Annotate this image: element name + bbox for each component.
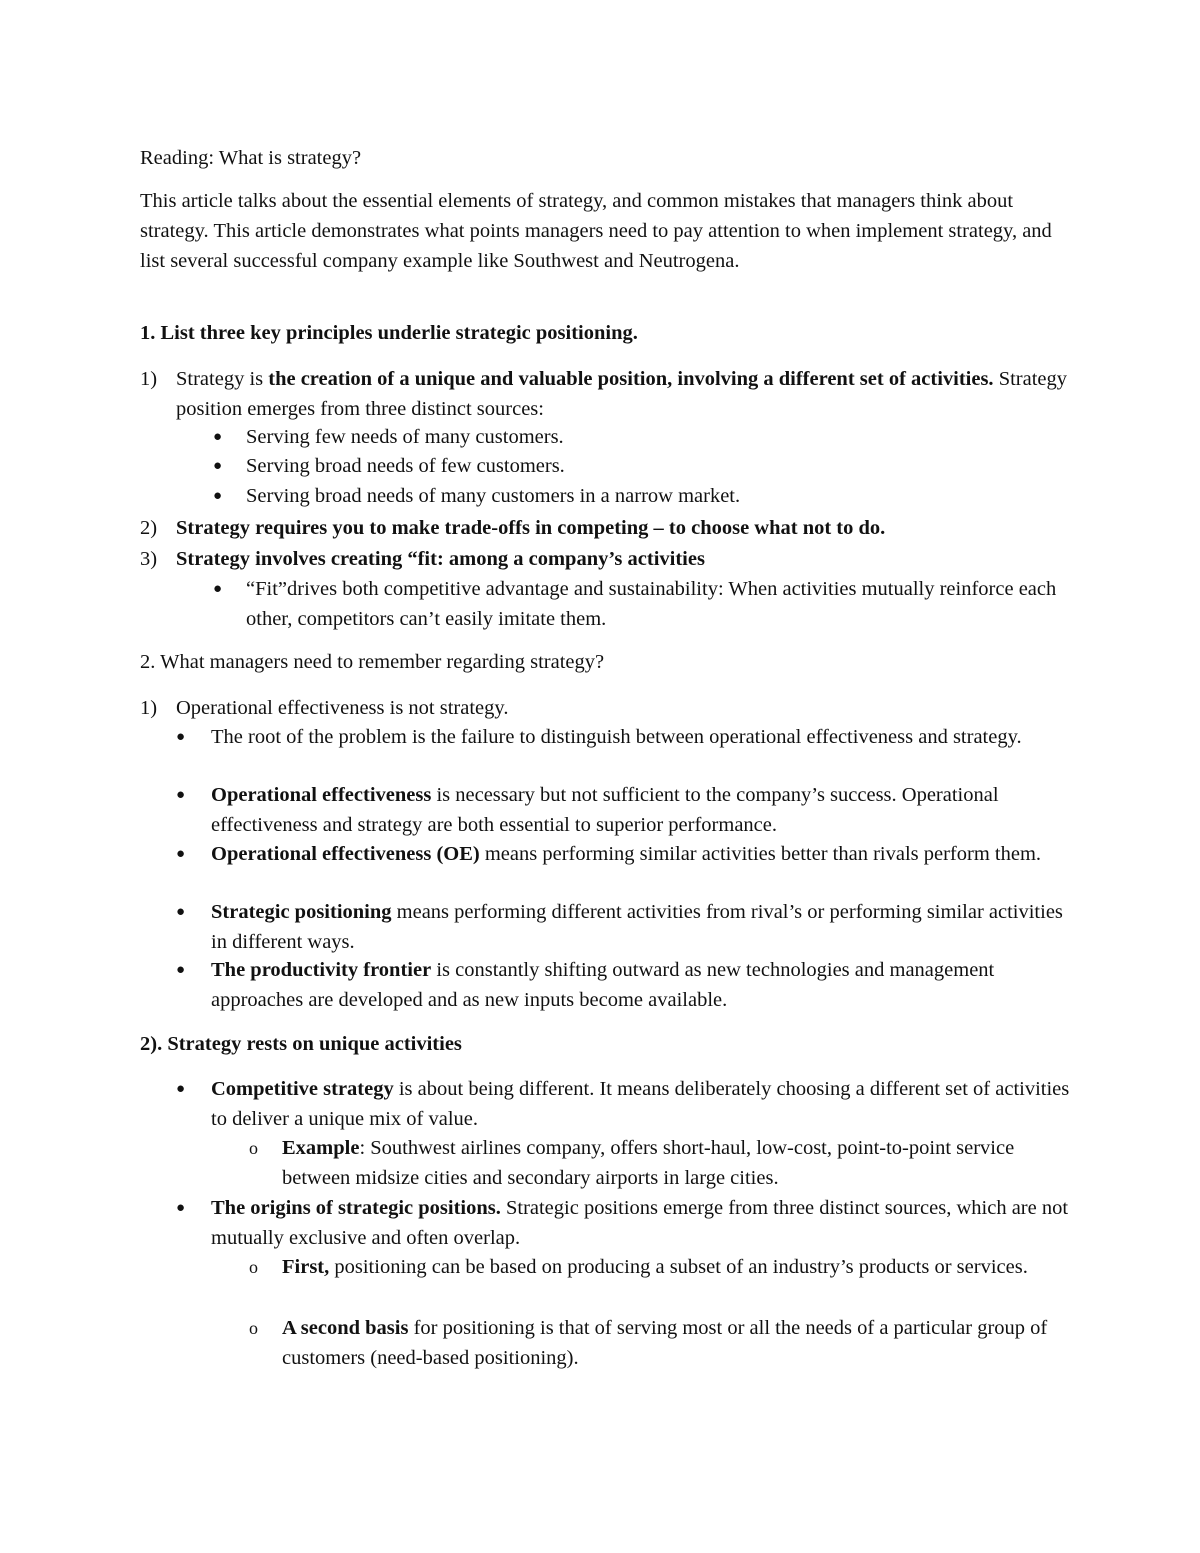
competitive-strategy-bullet [211,1074,1071,1134]
bullet-icon: ● [176,1081,186,1097]
fit-bullet-text: “Fit”drives both competitive advantage and sustainability: When activities mutually reinforce each other, competitors can’t easily imitate them. [246,578,1057,630]
intro-paragraph: This article talks about the essential elements of strategy, and common mistakes that managers think about strategy. This article demonstrates what points managers need to pay attention to when implement strategy, and list several successful company example like Southwest and Neutrogena. [140,190,1052,272]
competitive-strategy-bold: Competitive strategy [211,1078,394,1100]
oe-bullet-2 [211,780,1071,840]
first-basis-bold: First, [282,1256,330,1278]
oe-bullet-4-rest: means performing different activities from rival’s or performing similar activities in different ways. [211,901,1063,953]
bullet-icon: ● [176,787,186,803]
oe-bullet-5 [211,955,1071,1015]
oe-bullet-4-bold: Strategic positioning [211,901,392,923]
principle-2-number: 2) [140,517,158,539]
principle-1-bold: the creation of a unique and valuable position, involving a different set of activities. [268,368,994,390]
circle-bullet-icon: o [249,1318,258,1338]
source-item-1: Serving few needs of many customers. [246,426,564,448]
bullet-icon: ● [176,962,186,978]
question-2-heading: 2. What managers need to remember regarding strategy? [140,651,605,673]
oe-bullet-3 [211,839,1071,869]
first-basis-rest: positioning can be based on producing a subset of an industry’s products or services. [329,1256,1028,1278]
southwest-example [282,1133,1082,1193]
oe-bullet-4 [211,897,1071,957]
circle-bullet-icon: o [249,1138,258,1158]
circle-bullet-icon: o [249,1257,258,1277]
bullet-icon: ● [176,846,186,862]
origins-rest: Strategic positions emerge from three distinct sources, which are not mutually exclusive and often overlap. [211,1197,1069,1249]
question-1-heading: 1. List three key principles underlie strategic positioning. [140,322,638,344]
bullet-icon: ● [176,729,186,745]
section-2-heading: 2). Strategy rests on unique activities [140,1033,462,1055]
source-item-3: Serving broad needs of many customers in a narrow market. [246,485,741,507]
bullet-icon: ● [176,1200,186,1216]
bullet-icon: ● [213,458,223,474]
principle-2-text: Strategy requires you to make trade-offs in competing – to choose what not to do. [176,517,886,539]
oe-bullet-2-rest: is necessary but not sufficient to the company’s success. Operational effectiveness and strategy are both essential to superior performance. [211,784,999,836]
origins-bold: The origins of strategic positions. [211,1197,501,1219]
bullet-icon: ● [213,429,223,445]
oe-bullet-1: The root of the problem is the failure to distinguish between operational effectiveness and strategy. [211,726,1022,748]
bullet-icon: ● [176,904,186,920]
section-1-number: 1) [140,697,158,719]
example-text: : Southwest airlines company, offers short-haul, low-cost, point-to-point service between midsize cities and secondary airports in large cities. [282,1137,1015,1189]
example-label: Example [282,1137,360,1159]
principle-3-text: Strategy involves creating “fit: among a company’s activities [176,548,705,570]
second-basis-rest: for positioning is that of serving most or all the needs of a particular group of customers (need-based positioning). [282,1317,1048,1369]
bullet-icon: ● [213,488,223,504]
origins-bullet [211,1193,1071,1253]
bullet-icon: ● [213,581,223,597]
first-basis [282,1252,1082,1282]
oe-bullet-2-bold: Operational effectiveness [211,784,432,806]
oe-bullet-3-rest: means performing similar activities better than rivals perform them. [479,843,1042,865]
competitive-strategy-rest: is about being different. It means deliberately choosing a different set of activities to deliver a unique mix of value. [211,1078,1070,1130]
oe-bullet-5-rest: is constantly shifting outward as new technologies and management approaches are developed and as new inputs become available. [211,959,995,1011]
oe-bullet-5-bold: The productivity frontier [211,959,432,981]
principle-1-post: Strategy position emerges from three distinct sources: [176,368,1068,420]
source-item-2: Serving broad needs of few customers. [246,455,565,477]
principle-1-number: 1) [140,368,158,390]
second-basis-bold: A second basis [282,1317,409,1339]
reading-title: Reading: What is strategy? [140,147,362,169]
principle-1-pre: Strategy is [176,368,269,390]
oe-bullet-3-bold: Operational effectiveness (OE) [211,843,480,865]
section-1-text: Operational effectiveness is not strategy. [176,697,509,719]
principle-1-text [176,364,1076,424]
principle-3-number: 3) [140,548,158,570]
second-basis [282,1313,1082,1373]
